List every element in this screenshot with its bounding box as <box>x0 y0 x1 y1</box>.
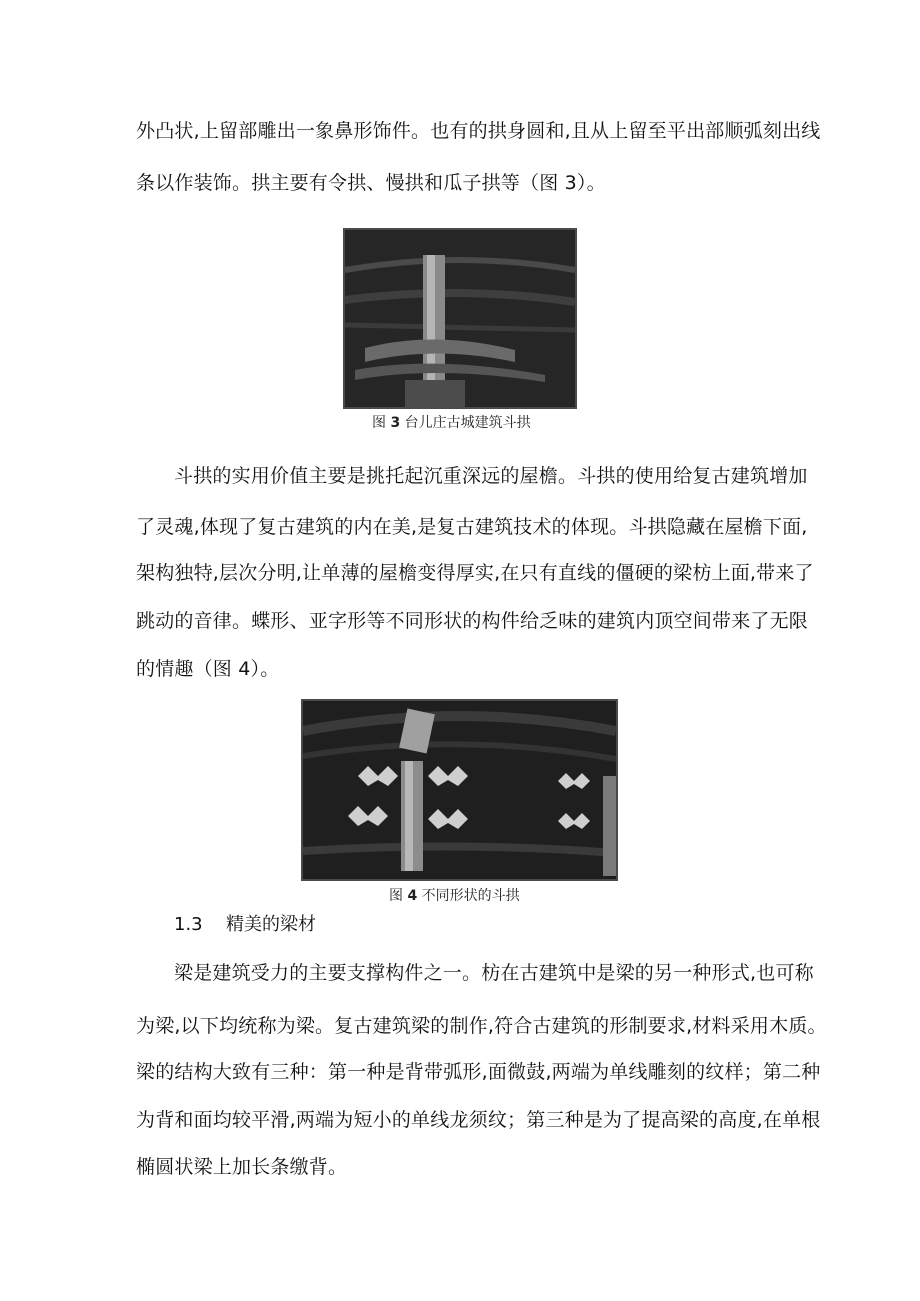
figure-3-caption <box>372 413 531 433</box>
figure-title: 不同形状的斗拱 <box>421 888 520 904</box>
figure-number: 4 <box>407 888 418 904</box>
text-line: 外凸状,上留部雕出一象鼻形饰件。也有的拱身圆和,且从上留至平出部顺弧刻出线 <box>136 120 821 142</box>
text-line: 梁的结构大致有三种：第一种是背带弧形,面微鼓,两端为单线雕刻的纹样；第二种 <box>136 1061 821 1083</box>
text-line: 斗拱的实用价值主要是挑托起沉重深远的屋檐。斗拱的使用给复古建筑增加 <box>174 465 808 487</box>
text-line: 条以作装饰。拱主要有令拱、慢拱和瓜子拱等（图 3）。 <box>136 172 606 194</box>
figure-label: 图 <box>389 888 403 904</box>
section-number: 1.3 <box>174 914 203 935</box>
text-line: 为梁,以下均统称为梁。复古建筑梁的制作,符合古建筑的形制要求,材料采用木质。 <box>136 1015 827 1037</box>
section-title: 精美的梁材 <box>226 914 316 935</box>
section-heading <box>174 912 203 938</box>
text-line: 了灵魂,体现了复古建筑的内在美,是复古建筑技术的体现。斗拱隐藏在屋檐下面, <box>136 516 808 538</box>
figure-3-image <box>343 228 577 409</box>
text-line: 的情趣（图 4）。 <box>136 658 280 680</box>
text-line: 为背和面均较平滑,两端为短小的单线龙须纹；第三种是为了提高梁的高度,在单根 <box>136 1109 821 1131</box>
figure-number: 3 <box>390 415 401 431</box>
figure-label: 图 <box>372 415 386 431</box>
text-line: 椭圆状梁上加长条缴背。 <box>136 1156 348 1178</box>
figure-title: 台儿庄古城建筑斗拱 <box>404 415 531 431</box>
text-line: 梁是建筑受力的主要支撑构件之一。枋在古建筑中是梁的另一种形式,也可称 <box>174 962 814 984</box>
figure-4-image <box>301 699 618 881</box>
figure-4-caption <box>389 886 520 906</box>
text-line: 跳动的音律。蝶形、亚字形等不同形状的构件给乏味的建筑内顶空间带来了无限 <box>136 610 809 632</box>
text-line: 架构独特,层次分明,让单薄的屋檐变得厚实,在只有直线的僵硬的梁枋上面,带来了 <box>136 562 814 584</box>
